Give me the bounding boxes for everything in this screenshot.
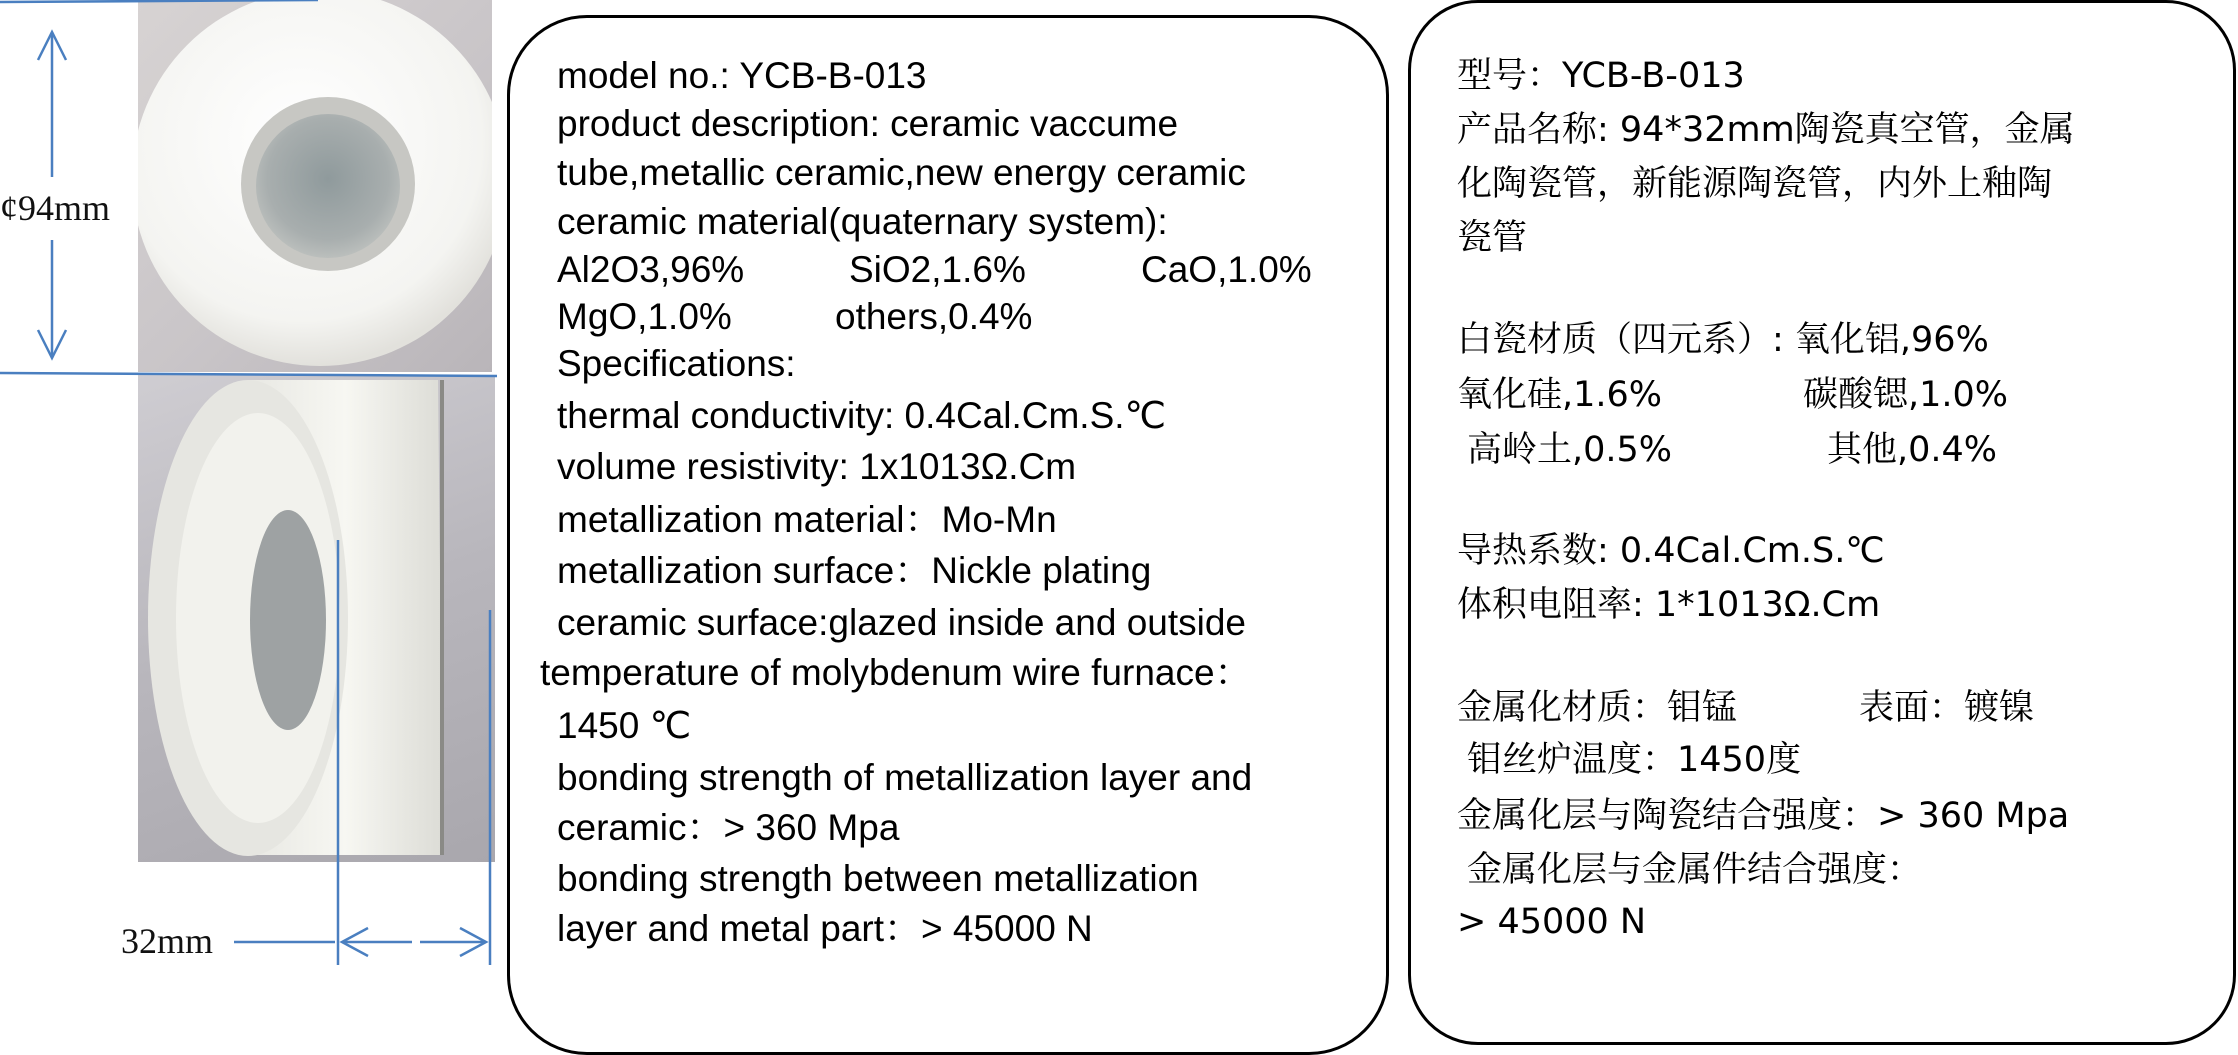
en-bonding-strength-metal-line1: bonding strength between metallization [557,858,1199,899]
en-specifications-heading: Specifications: [557,343,796,384]
cn-others: 其他,0.4% [1827,430,1998,470]
en-furnace-temperature-line1: temperature of molybdenum wire furnace： [540,652,1252,693]
cn-bonding-strength-ceramic: 金属化层与陶瓷结合强度：> 360 Mpa [1457,796,2070,836]
cn-product-name-line3: 瓷管 [1457,218,1528,258]
en-mgo: MgO,1.0% [557,296,732,337]
en-description-line2: tube,metallic ceramic,new energy ceramic [557,152,1246,193]
en-cao: CaO,1.0% [1141,249,1312,290]
en-description-line1: product description: ceramic vaccume [557,103,1179,144]
en-sio2: SiO2,1.6% [849,249,1026,290]
en-others: others,0.4% [835,296,1033,337]
en-bonding-strength-metal-line2: layer and metal part：> 45000 N [557,908,1093,949]
cn-furnace-temperature: 钼丝炉温度：1450度 [1467,740,1802,780]
diameter-label: ¢94mm [0,188,111,228]
en-metallization-surface: metallization surface：Nickle plating [557,550,1152,591]
cn-bonding-strength-metal-line1: 金属化层与金属件结合强度： [1467,850,1923,890]
cn-volume-resistivity: 体积电阻率: 1*1013Ω.Cm [1457,585,1881,625]
cn-sio2: 氧化硅,1.6% [1457,375,1663,415]
cn-thermal-conductivity: 导热系数: 0.4Cal.Cm.S.℃ [1457,531,1885,571]
cn-srco3: 碳酸锶,1.0% [1803,375,2009,415]
cn-metallization-material: 金属化材质：钼锰 [1457,688,1738,728]
en-material: ceramic material(quaternary system): [557,201,1168,242]
en-al2o3: Al2O3,96% [557,249,745,290]
cn-model: 型号：YCB-B-013 [1457,56,1745,96]
cn-surface: 表面：镀镍 [1859,688,2035,728]
en-model: model no.: YCB-B-013 [557,55,927,96]
en-ceramic-surface: ceramic surface:glazed inside and outside [557,602,1246,643]
cn-bonding-strength-metal-line2: > 45000 N [1457,902,1647,942]
en-bonding-strength-ceramic-line1: bonding strength of metallization layer and [557,757,1253,798]
en-bonding-strength-ceramic-line2: ceramic：> 360 Mpa [557,807,900,848]
cn-product-name-line1: 产品名称: 94*32mm陶瓷真空管，金属 [1457,110,2075,150]
en-furnace-temperature-line2: 1450 ℃ [557,705,692,746]
en-metallization-material: metallization material：Mo-Mn [557,499,1057,540]
cn-product-name-line2: 化陶瓷管，新能源陶瓷管，内外上釉陶 [1457,164,2053,204]
cn-kaolin: 高岭土,0.5% [1467,430,1673,470]
cn-material: 白瓷材质（四元系）: 氧化铝,96% [1457,320,1989,360]
en-thermal-conductivity: thermal conductivity: 0.4Cal.Cm.S.℃ [557,395,1167,436]
length-label: 32mm [121,921,214,961]
en-volume-resistivity: volume resistivity: 1x1013Ω.Cm [557,446,1077,487]
